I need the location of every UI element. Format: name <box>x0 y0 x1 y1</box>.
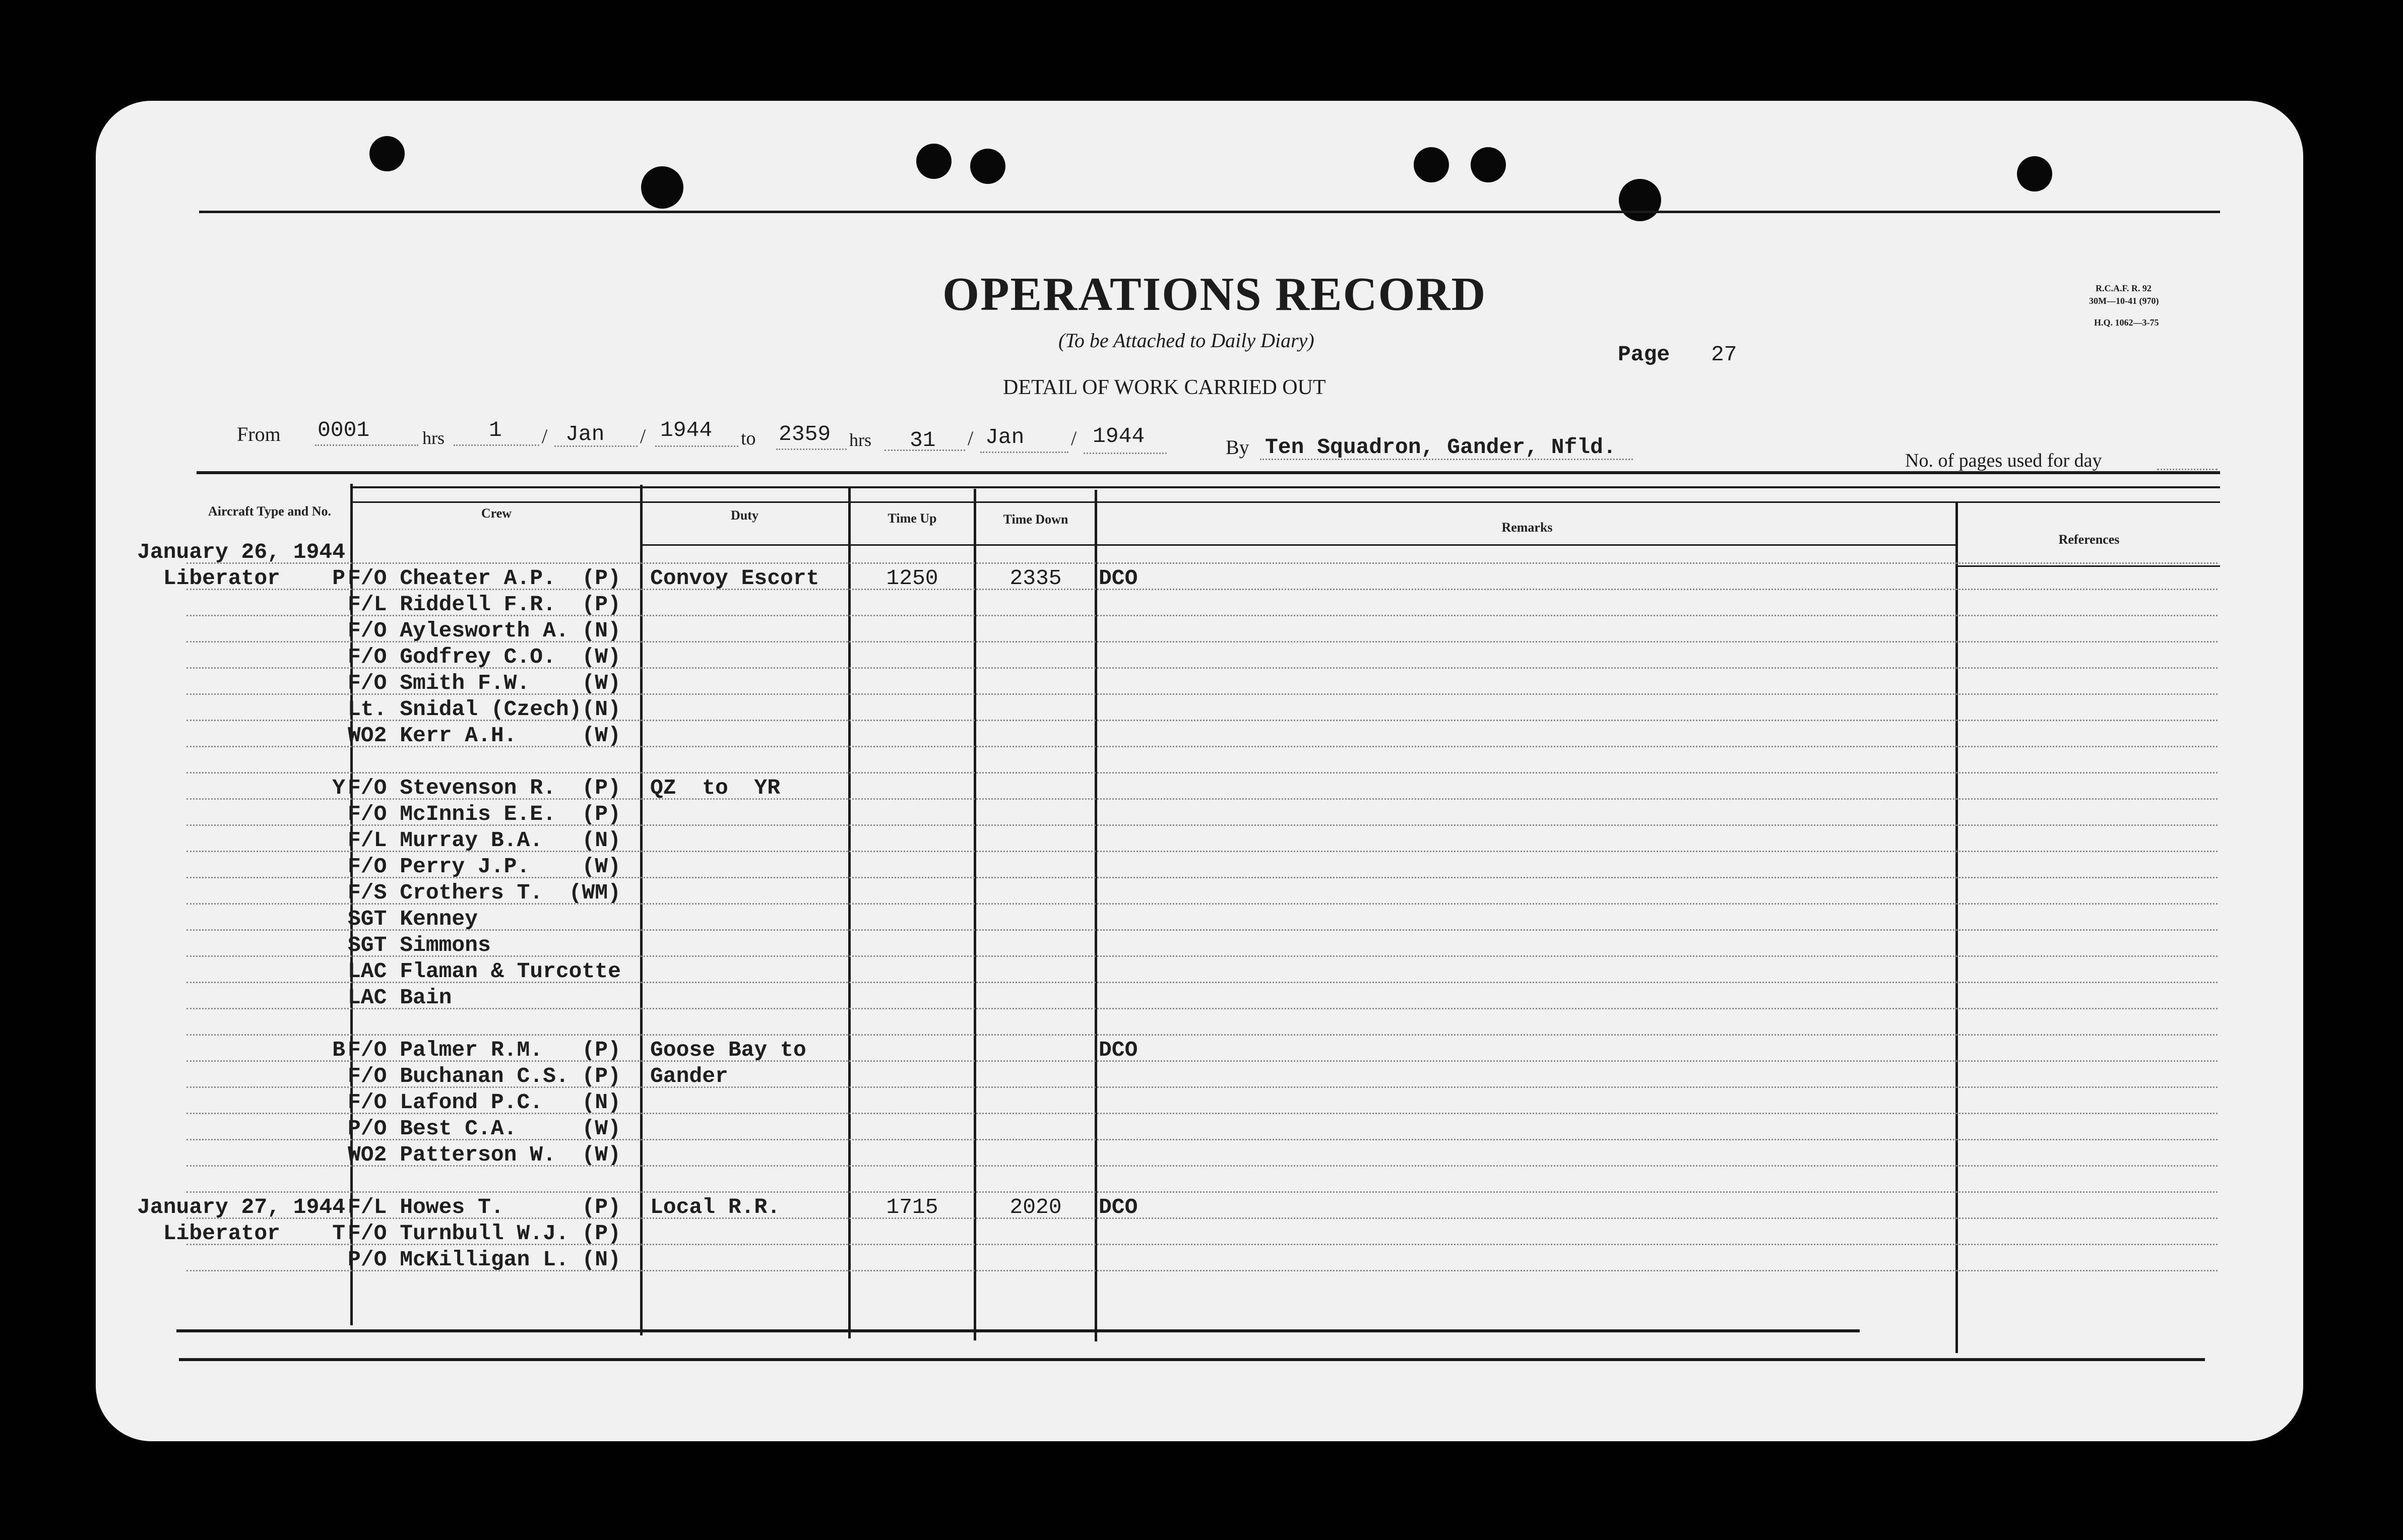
crew-cell: F/O Palmer R.M. (P) <box>348 1038 621 1062</box>
column-header-crew: Crew <box>481 506 512 521</box>
top-rule <box>199 211 2220 213</box>
detail-heading: DETAIL OF WORK CARRIED OUT <box>1003 376 1326 399</box>
hrs-label: hrs <box>422 428 445 448</box>
aircraft-cell: January 27, 1944 <box>137 1195 345 1220</box>
duty-cell: QZ to YR <box>650 776 781 800</box>
crew-cell: F/O Smith F.W. (W) <box>348 671 621 695</box>
table-header-rule <box>353 486 2220 488</box>
field-underline <box>1260 459 1633 460</box>
row-guide-line <box>186 772 2218 774</box>
slash: / <box>542 425 548 447</box>
column-rule <box>1955 501 1958 1353</box>
punch-hole <box>916 144 952 179</box>
header-bottom-rule <box>1958 565 2220 567</box>
crew-cell: LAC Bain <box>348 985 452 1010</box>
to-month: Jan <box>985 425 1025 450</box>
crew-cell: LAC Flaman & Turcotte <box>348 959 621 984</box>
column-rule <box>1095 490 1097 1341</box>
field-underline <box>315 444 418 446</box>
form-title: OPERATIONS RECORD <box>942 268 1487 320</box>
punch-hole <box>1471 147 1506 182</box>
to-time: 2359 <box>779 422 831 446</box>
slash: / <box>640 425 646 447</box>
remarks-cell: DCO <box>1099 1195 1138 1220</box>
from-time: 0001 <box>318 418 370 442</box>
slash: / <box>1071 427 1077 450</box>
column-header-aircraft: Aircraft Type and No. <box>208 504 332 519</box>
from-day: 1 <box>489 418 502 442</box>
by-value: Ten Squadron, Gander, Nfld. <box>1265 435 1616 460</box>
field-underline <box>884 450 965 451</box>
page-number: 27 <box>1711 342 1737 367</box>
crew-cell: F/O Godfrey C.O. (W) <box>348 645 621 669</box>
crew-cell: P/O McKilligan L. (N) <box>348 1247 621 1272</box>
duty-cell: Goose Bay to <box>650 1038 806 1062</box>
pages-used-label: No. of pages used for day <box>1905 450 2102 471</box>
remarks-cell: DCO <box>1099 566 1138 591</box>
column-header-remarks: Remarks <box>1501 520 1553 535</box>
column-header-references: References <box>2058 532 2120 547</box>
crew-cell: F/S Crothers T. (WM) <box>348 880 621 905</box>
time-up-cell: 1715 <box>886 1195 938 1220</box>
column-header-time-up: Time Up <box>888 511 937 526</box>
time-up-cell: 1250 <box>886 566 938 591</box>
punch-hole <box>641 166 683 209</box>
field-underline <box>980 452 1068 453</box>
crew-cell: F/L Howes T. (P) <box>348 1195 621 1220</box>
crew-cell: SGT Simmons <box>348 933 491 957</box>
duty-cell: Convoy Escort <box>650 566 819 591</box>
from-year: 1944 <box>660 418 713 442</box>
pages-used-dots <box>2157 469 2218 470</box>
crew-cell: WO2 Patterson W. (W) <box>348 1142 621 1167</box>
table-top-rule <box>197 471 2220 474</box>
from-month: Jan <box>565 422 605 446</box>
column-header-duty: Duty <box>731 508 758 523</box>
crew-cell: F/O Aylesworth A. (N) <box>348 618 621 643</box>
crew-cell: SGT Kenney <box>348 907 478 931</box>
row-guide-line <box>186 1191 2218 1193</box>
column-rule <box>974 489 976 1340</box>
duty-cell: Gander <box>650 1064 728 1088</box>
by-label: By <box>1226 436 1249 459</box>
crew-cell: P/O Best C.A. (W) <box>348 1116 621 1141</box>
crew-cell: F/O McInnis E.E. (P) <box>348 802 621 826</box>
table-bottom-rule <box>179 1358 2205 1361</box>
column-rule <box>640 485 643 1335</box>
field-underline <box>655 445 738 447</box>
row-guide-line <box>186 562 2218 564</box>
field-underline <box>776 448 847 450</box>
slash: / <box>968 427 974 450</box>
field-underline <box>454 444 539 446</box>
punch-hole <box>369 136 405 171</box>
row-guide-line <box>186 1034 2218 1036</box>
field-underline <box>1084 453 1167 454</box>
crew-cell: F/L Murray B.A. (N) <box>348 828 621 853</box>
duty-cell: Local R.R. <box>650 1195 781 1220</box>
form-code: H.Q. 1062—3-75 <box>2094 317 2159 328</box>
aircraft-cell: B <box>332 1038 345 1062</box>
aircraft-cell: Liberator P <box>163 566 345 591</box>
punch-hole <box>1414 147 1449 182</box>
aircraft-cell: Liberator T <box>163 1221 345 1246</box>
punch-hole <box>1619 179 1661 221</box>
header-bottom-rule <box>643 544 1958 546</box>
form-subtitle: (To be Attached to Daily Diary) <box>1058 329 1314 352</box>
punch-hole <box>970 149 1005 184</box>
column-header-time-down: Time Down <box>1003 512 1068 527</box>
hrs-label: hrs <box>849 430 871 450</box>
time-down-cell: 2020 <box>1009 1195 1062 1220</box>
to-year: 1944 <box>1093 424 1145 448</box>
crew-cell: F/O Turnbull W.J. (P) <box>348 1221 621 1246</box>
remarks-cell: DCO <box>1099 1038 1138 1062</box>
aircraft-cell: January 26, 1944 <box>137 540 345 564</box>
crew-cell: Lt. Snidal (Czech)(N) <box>348 697 621 722</box>
form-code: 30M—10-41 (970) <box>2089 296 2159 306</box>
time-down-cell: 2335 <box>1009 566 1062 591</box>
crew-cell: WO2 Kerr A.H. (W) <box>348 723 621 748</box>
to-day: 31 <box>910 428 936 453</box>
crew-cell: F/O Perry J.P. (W) <box>348 854 621 879</box>
crew-cell: F/L Riddell F.R. (P) <box>348 592 621 617</box>
field-underline <box>554 445 638 447</box>
crew-cell: F/O Stevenson R. (P) <box>348 776 621 800</box>
table-bottom-rule <box>176 1329 1860 1332</box>
form-code: R.C.A.F. R. 92 <box>2096 283 2152 293</box>
aircraft-cell: Y <box>332 776 345 800</box>
crew-cell: F/O Buchanan C.S. (P) <box>348 1064 621 1088</box>
from-label: From <box>237 423 281 445</box>
punch-hole <box>2017 156 2052 191</box>
crew-cell: F/O Cheater A.P. (P) <box>348 566 621 591</box>
crew-cell: F/O Lafond P.C. (N) <box>348 1090 621 1115</box>
to-label: to <box>741 428 756 449</box>
page-label: Page <box>1618 342 1670 367</box>
table-header-rule <box>353 501 2220 503</box>
